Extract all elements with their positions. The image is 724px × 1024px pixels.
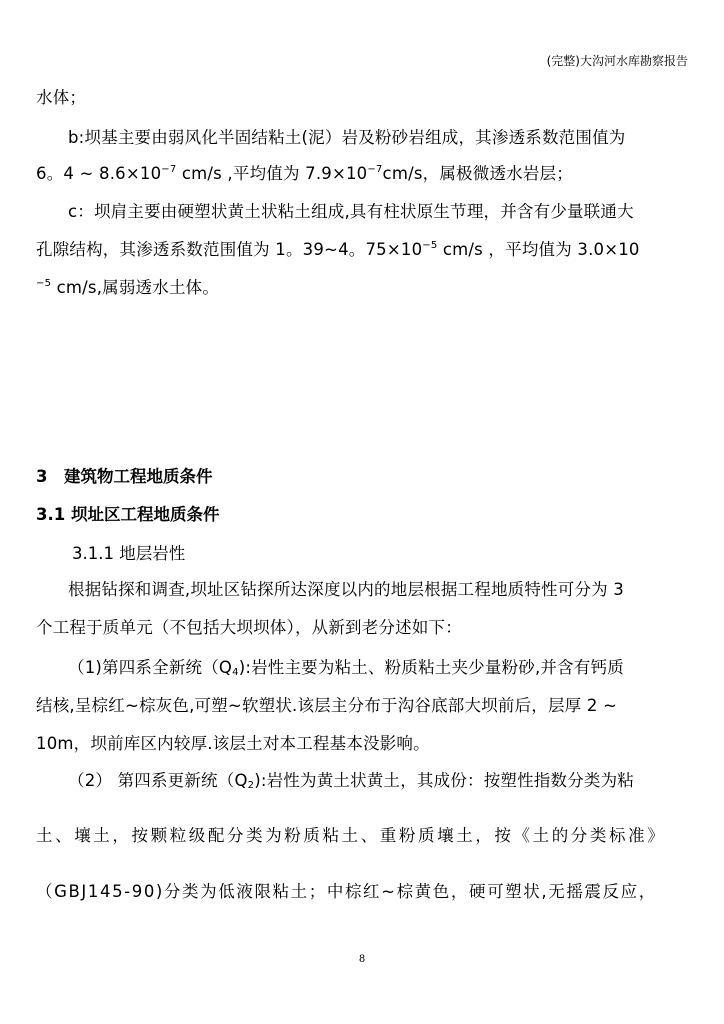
subscript: 4 [232, 667, 239, 678]
text-line: 结核,呈棕红~棕灰色,可塑~软塑状.该层主分布于沟谷底部大坝前后，层厚 2 ~ [36, 696, 617, 715]
page-header: (完整)大沟河水库勘察报告 [546, 54, 688, 68]
text-line [68, 654, 624, 678]
subscript: 2 [247, 780, 255, 791]
text-line: 个工程于质单元（不包括大坝坝体），从新到老分述如下： [36, 618, 462, 637]
superscript: −5 [36, 278, 52, 289]
text-line: （GBJ145-90)分类为低液限粘土；中棕红~棕黄色，硬可塑状,无摇震反应， [36, 882, 657, 901]
text-line [36, 160, 573, 184]
text-fragment: cm/s，属极微透水岩层； [382, 164, 573, 183]
text-fragment: cm/s ，平均值为 3.0×10 [437, 240, 640, 259]
text-line [36, 236, 640, 260]
text-fragment: 孔隙结构，其渗透系数范围值为 1。39~4。75×10 [36, 240, 423, 259]
text-fragment: （1)第四系全新统（Q [68, 658, 233, 677]
subsubsection-heading: 3.1.1 地层岩性 [72, 544, 186, 563]
text-fragment: 6。4 ~ 8.6×10 [36, 164, 162, 183]
text-line [36, 274, 219, 298]
superscript: −7 [367, 164, 383, 175]
text-fragment: ):岩性主要为粘土、粉质粘土夹少量粉砂,并含有钙质 [238, 658, 624, 677]
text-line: 水体； [36, 88, 87, 107]
superscript: −5 [422, 240, 438, 251]
text-fragment: cm/s ,平均值为 7.9×10 [176, 164, 368, 183]
text-line [68, 767, 634, 791]
text-fragment: ):岩性为黄土状黄土，其成份：按塑性指数分类为粘 [254, 771, 634, 790]
text-line: 10m，坝前库区内较厚.该层土对本工程基本没影响。 [36, 734, 430, 753]
text-line: c：坝肩主要由硬塑状黄土状粘土组成,具有柱状原生节理，并含有少量联通大 [68, 202, 634, 221]
superscript: −7 [161, 164, 177, 175]
text-fragment: cm/s,属弱透水土体。 [51, 278, 220, 297]
subsection-heading: 3.1 坝址区工程地质条件 [36, 505, 220, 524]
text-fragment: （2） 第四系更新统（Q [68, 771, 248, 790]
text-line: b:坝基主要由弱风化半固结粘土(泥）岩及粉砂岩组成，其渗透系数范围值为 [68, 128, 626, 147]
section-heading: 3 建筑物工程地质条件 [36, 467, 213, 486]
page-number: 8 [358, 954, 366, 965]
text-line: 土、壤土，按颗粒级配分类为粉质粘土、重粉质壤土，按《土的分类标准》 [36, 826, 667, 845]
text-line: 根据钻探和调查,坝址区钻探所达深度以内的地层根据工程地质特性可分为 3 [68, 580, 624, 599]
